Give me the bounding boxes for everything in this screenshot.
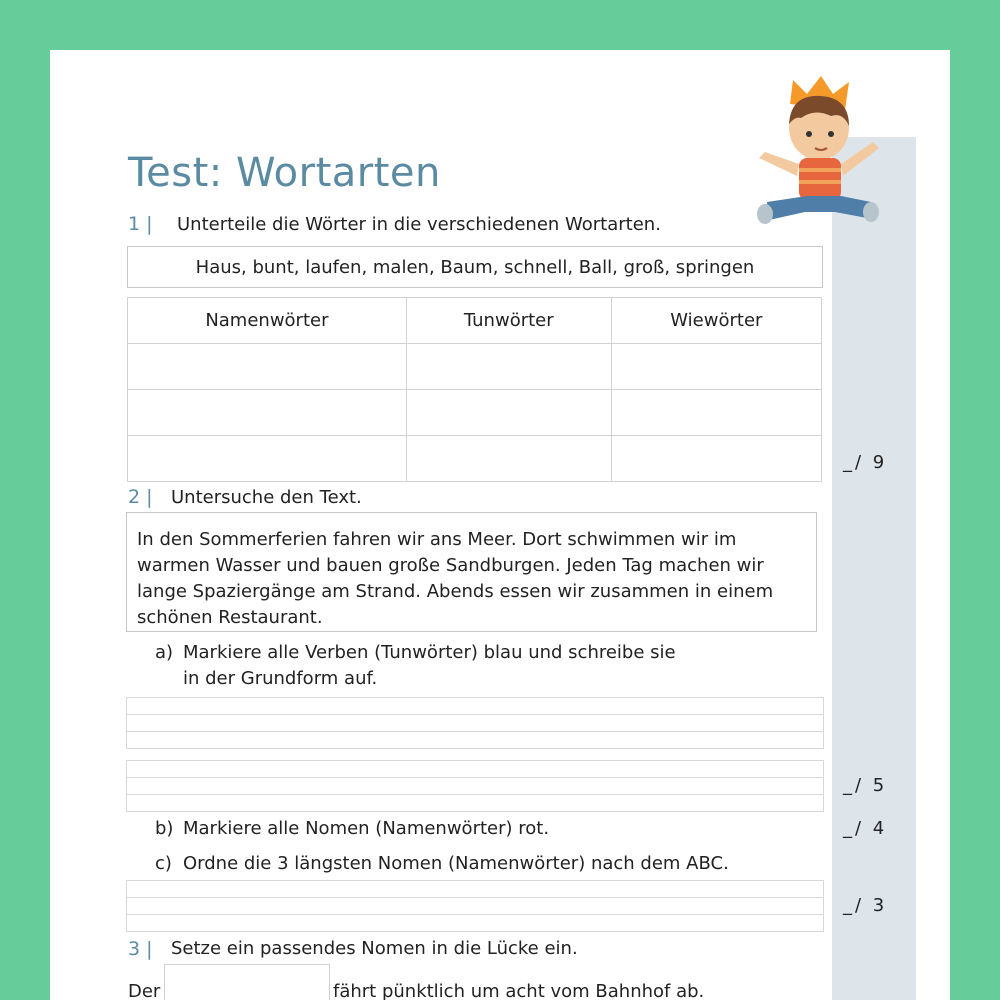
answer-cell[interactable] — [406, 436, 611, 482]
sentence-end: fährt pünktlich um acht vom Bahnhof ab. — [333, 981, 705, 1000]
column-header-tunwoerter: Tunwörter — [406, 298, 611, 344]
subtask-b-text: Markiere alle Nomen (Namenwörter) rot. — [183, 818, 550, 839]
task-3-number: 3 | — [128, 938, 153, 960]
table-row — [128, 436, 822, 482]
gap-fill-input[interactable] — [164, 964, 330, 1000]
subtask-a-label: a) — [155, 642, 174, 663]
subtask-c-label: c) — [155, 853, 172, 874]
answer-cell[interactable] — [406, 344, 611, 390]
subtask-b-label: b) — [155, 818, 174, 839]
score-sidebar — [832, 137, 916, 1000]
answer-cell[interactable] — [128, 344, 407, 390]
table-row — [128, 344, 822, 390]
worksheet — [50, 50, 950, 1000]
subtask-a-score: _/ 5 — [843, 775, 888, 796]
answer-cell[interactable] — [611, 390, 821, 436]
writing-lines[interactable] — [126, 760, 824, 812]
answer-cell[interactable] — [611, 344, 821, 390]
task-2-number: 2 | — [128, 486, 153, 508]
task-3-instruction: Setze ein passendes Nomen in die Lücke ein. — [171, 938, 578, 959]
answer-cell[interactable] — [128, 436, 407, 482]
task-1-score: _/ 9 — [843, 452, 888, 473]
task-2-instruction: Untersuche den Text. — [171, 487, 362, 508]
wortarten-table — [127, 297, 822, 482]
reading-passage: In den Sommerferien fahren wir ans Meer. Dort schwimmen wir im warmen Wasser und bauen große Sandburgen. Jeden Tag machen wir lange Spaziergänge am Strand. Abends essen wir zusammen in einem schönen Restaurant. — [126, 512, 817, 632]
answer-cell[interactable] — [406, 390, 611, 436]
sentence-start: Der — [128, 981, 161, 1000]
subtask-c-text: Ordne die 3 längsten Nomen (Namenwörter) nach dem ABC. — [183, 853, 729, 874]
boy-illustration — [745, 72, 885, 252]
subtask-b-score: _/ 4 — [843, 818, 888, 839]
subtask-c-score: _/ 3 — [843, 895, 888, 916]
table-row — [128, 390, 822, 436]
task-1-instruction: Unterteile die Wörter in die verschiedenen Wortarten. — [177, 214, 661, 235]
column-header-namenwoerter: Namenwörter — [128, 298, 407, 344]
answer-cell[interactable] — [611, 436, 821, 482]
subtask-a-text-line-1: Markiere alle Verben (Tunwörter) blau und schreibe sie — [183, 642, 676, 663]
subtask-a-text-line-2: in der Grundform auf. — [183, 668, 378, 689]
task-1-number: 1 | — [128, 213, 153, 235]
column-header-wiewoerter: Wiewörter — [611, 298, 821, 344]
writing-lines[interactable] — [126, 697, 824, 749]
answer-cell[interactable] — [128, 390, 407, 436]
page-title: Test: Wortarten — [128, 150, 441, 196]
word-list-box: Haus, bunt, laufen, malen, Baum, schnell, Ball, groß, springen — [127, 246, 823, 288]
writing-lines[interactable] — [126, 880, 824, 932]
